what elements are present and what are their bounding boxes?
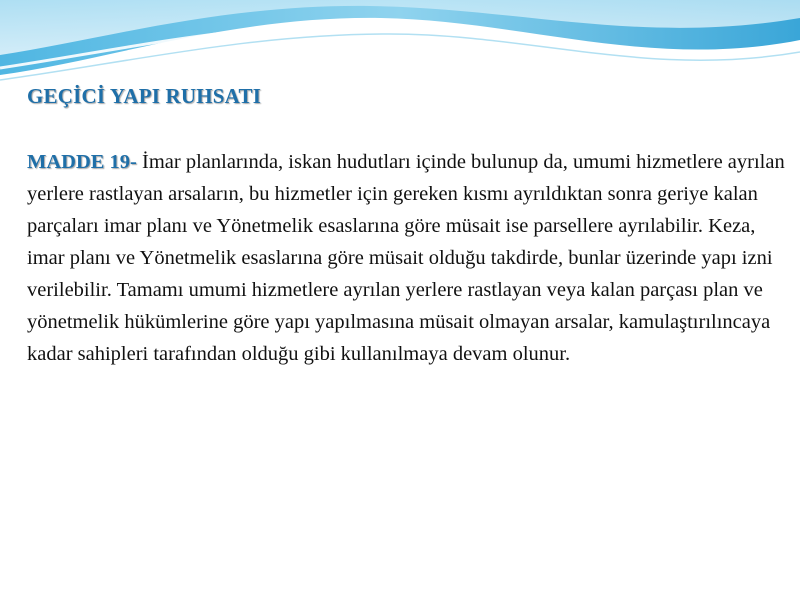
header-wave-decoration: [0, 0, 800, 90]
article-text: İmar planlarında, iskan hudutları içinde bulunup da, umumi hizmetlere ayrılan yerlere rastlayan arsaların, bu hizmetler için gereken kısmı ayrıldıktan sonra geriye kalan parçaları imar planı ve Yönetmelik esaslarına göre müsait ise parsellere ayrılabilir. Keza, imar planı ve Yönetmelik esaslarına göre müsait olduğu takdirde, bunlar üzerinde yapı izni verilebilir. Tamamı umumi hizmetlere ayrılan yerlere rastlayan veya kalan parçası plan ve yönetmelik hükümlerine göre yapı yapılmasına müsait olmayan arsalar, kamulaştırılıncaya kadar sahipleri tarafından olduğu gibi kullanılmaya devam olunur.: [27, 151, 785, 365]
article-label: MADDE 19-: [27, 151, 137, 173]
article-paragraph: [27, 146, 792, 370]
slide-title: GEÇİCİ YAPI RUHSATI: [27, 84, 262, 108]
